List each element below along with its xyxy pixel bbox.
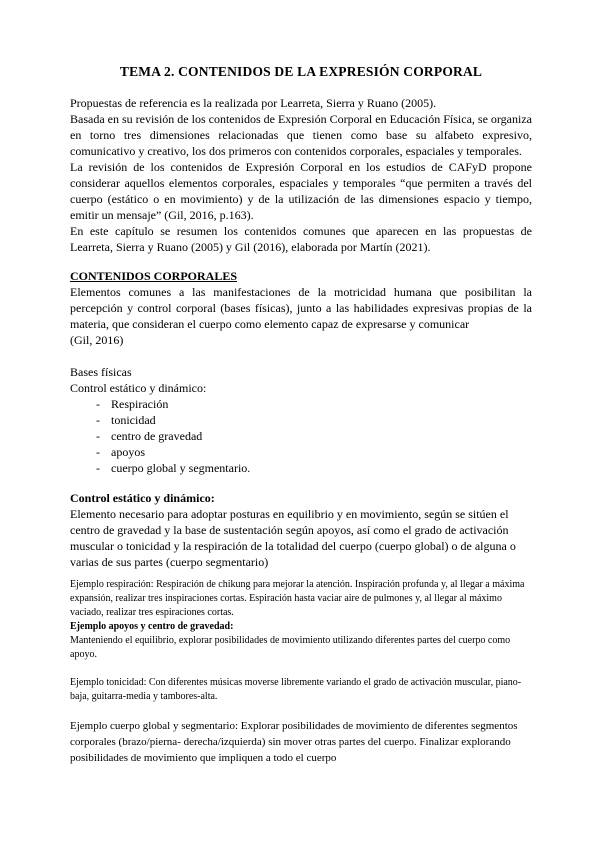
list-item bbox=[70, 396, 532, 412]
blank-line bbox=[70, 348, 532, 364]
dash-marker: - bbox=[96, 413, 100, 427]
dash-marker: - bbox=[96, 445, 100, 459]
list-item-label: apoyos bbox=[111, 445, 145, 459]
example-apoyos-heading: Ejemplo apoyos y centro de gravedad: bbox=[70, 621, 234, 632]
example-apoyos-body: Manteniendo el equilibrio, explorar posibilidades de movimiento utilizando diferentes partes del cuerpo como apoyo. bbox=[70, 635, 511, 660]
example-cuerpo-global: Ejemplo cuerpo global y segmentario: Explorar posibilidades de movimiento de diferentes segmentos corporales (brazo/pierna- derecha/izquierda) sin mover otras partes del cuerpo. Finalizar explorando posibilidades de movimiento que impliquen a todo el cuerpo bbox=[70, 720, 518, 764]
dash-marker: - bbox=[96, 429, 100, 443]
list-item bbox=[70, 444, 532, 460]
blank-line bbox=[70, 662, 532, 676]
control-section-body: Elemento necesario para adoptar posturas en equilibrio y en movimiento, según se sitúen el centro de gravedad y la base de sustentación según apoyos, así como el grado de activación muscular o tonicidad y la respiración de la totalidad del cuerpo (cuerpo global) o de alguna o varias de sus partes (cuerpo segmentario) bbox=[70, 507, 516, 569]
bases-fisicas-label: Bases físicas bbox=[70, 365, 132, 379]
control-section-heading: Control estático y dinámico: bbox=[70, 491, 215, 505]
list-item-label: cuerpo global y segmentario. bbox=[111, 461, 251, 475]
list-item-label: centro de gravedad bbox=[111, 429, 203, 443]
intro-paragraph-3: La revisión de los contenidos de Expresión Corporal en los estudios de CAFyD propone considerar aquellos elementos corporales, espaciales y temporales “que permiten a través del cuerpo (estático o en movimiento) y de la utilización de las dimensiones espacio y tiempo, emitir un mensaje” (Gil, 2016, p.163). bbox=[70, 160, 532, 222]
intro-paragraph-1: Propuestas de referencia es la realizada por Learreta, Sierra y Ruano (2005). bbox=[70, 96, 437, 110]
section-definition: Elementos comunes a las manifestaciones de la motricidad humana que posibilitan la percepción y control corporal (bases físicas), junto a las habilidades expresivas propias de la materia, que consideran el cuerpo como elemento capaz de expresarse y comunicar bbox=[70, 285, 532, 331]
dash-marker: - bbox=[96, 461, 100, 475]
intro-paragraph-2: Basada en su revisión de los contenidos de Expresión Corporal en Educación Física, se organiza en torno tres dimensiones relacionadas que tienen como base su alfabeto expresivo, comunicativo y creativo, los dos primeros con contenidos corporales, espaciales y temporales. bbox=[70, 112, 532, 158]
example-respiracion: Ejemplo respiración: Respiración de chikung para mejorar la atención. Inspiración profunda y, al llegar a máxima expansión, realizar tres inspiraciones cortas. Espiración hasta vaciar aire de pulmones y, al llegar al máximo vaciado, realizar tres espiraciones cortas. bbox=[70, 579, 525, 618]
document-title: TEMA 2. CONTENIDOS DE LA EXPRESIÓN CORPORAL bbox=[119, 64, 483, 79]
list-item bbox=[70, 412, 532, 428]
blank-line bbox=[70, 570, 532, 578]
list-item bbox=[70, 460, 532, 476]
example-tonicidad: Ejemplo tonicidad: Con diferentes músicas moverse libremente variando el grado de activación muscular, piano-baja, guitarra-media y tambores-alta. bbox=[70, 677, 522, 702]
dash-marker: - bbox=[96, 397, 100, 411]
control-items-list bbox=[70, 396, 532, 476]
section-heading-contenidos-corporales: CONTENIDOS CORPORALES bbox=[70, 269, 238, 283]
section-citation: (Gil, 2016) bbox=[70, 333, 124, 347]
list-item-label: tonicidad bbox=[111, 413, 156, 427]
list-item bbox=[70, 428, 532, 444]
control-list-label: Control estático y dinámico: bbox=[70, 381, 207, 395]
list-item-label: Respiración bbox=[111, 397, 169, 411]
intro-paragraph-4: En este capítulo se resumen los contenidos comunes que aparecen en las propuestas de Learreta, Sierra y Ruano (2005) y Gil (2016), elaborada por Martín (2021). bbox=[70, 224, 532, 254]
blank-line bbox=[70, 704, 532, 718]
